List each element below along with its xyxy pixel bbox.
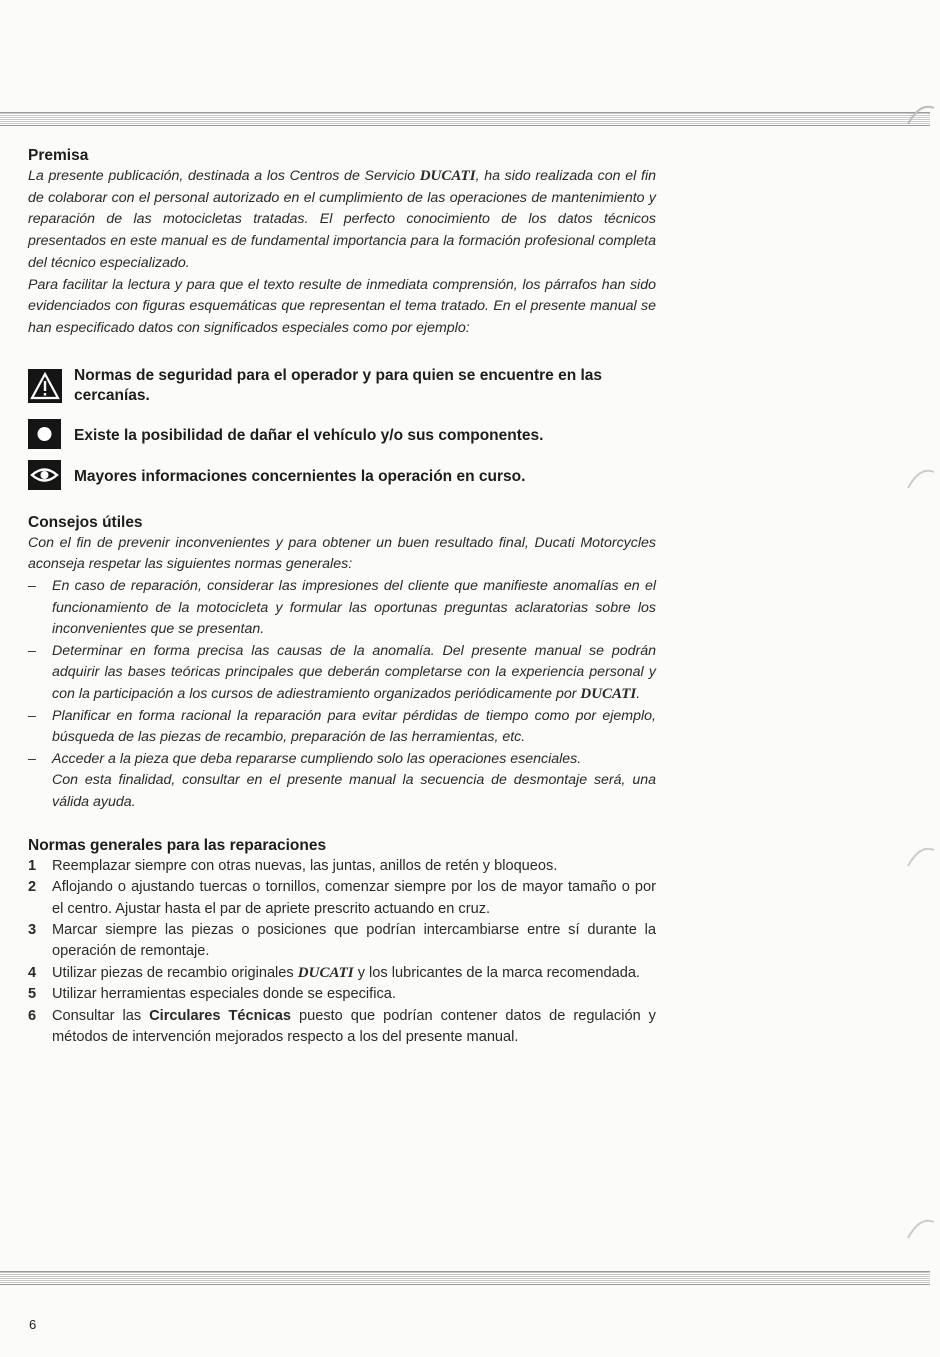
brand-ducati: DUCATI (580, 686, 637, 702)
brand-ducati: DUCATI (419, 168, 476, 184)
consejos-closing: Con esta finalidad, consultar en el presente manual la secuencia de desmontaje será, una válida ayuda. (52, 772, 656, 811)
consejos-heading: Consejos útiles (28, 513, 143, 531)
notice-damage (28, 426, 656, 446)
list-item: – Acceder a la pieza que deba repararse cumpliendo solo las operaciones esenciales. (28, 750, 582, 767)
eye-icon (28, 460, 61, 490)
notice-safety-text: Normas de seguridad para el operador y para quien se encuentre en las cercanías. (74, 366, 603, 404)
premisa-heading: Premisa (28, 147, 89, 164)
list-item: 1 Reemplazar siempre con otras nuevas, las juntas, anillos de retén y bloqueos. (28, 857, 558, 874)
binder-tab-mark (900, 1212, 940, 1240)
notice-info-text: Mayores informaciones concernientes la operación en curso. (74, 467, 526, 485)
list-item: – Planificar en forma racional la reparación para evitar pérdidas de tiempo como por ejemplo, búsqueda de las piezas de recambio, preparación de las herramientas, etc. (28, 707, 656, 746)
list-item: 5 Utilizar herramientas especiales donde se especifica. (28, 986, 396, 1003)
warning-triangle-icon (28, 369, 62, 403)
notice-damage-text: Existe la posibilidad de dañar el vehículo y/o sus componentes. (74, 426, 544, 444)
normas-heading: Normas generales para las reparaciones (28, 836, 327, 854)
normas-section (28, 836, 656, 1049)
binder-tab-mark (900, 98, 940, 126)
notice-safety (28, 366, 656, 406)
list-item: 6 Consultar las Circulares Técnicas puesto que podrían contener datos de regulación y métodos de intervención mejorados respecto a los del presente manual. (28, 1007, 656, 1046)
binder-tab-mark (900, 462, 940, 490)
page-content (28, 146, 656, 1048)
consejos-section (28, 513, 656, 814)
damage-dot-icon (28, 419, 61, 449)
list-item: 3 Marcar siempre las piezas o posiciones que podrían intercambiarse entre sí durante la operación de remontaje. (28, 922, 656, 960)
premisa-paragraph-2: Para facilitar la lectura y para que el texto resulte de inmediata comprensión, los párrafos han sido evidenciados con figuras esquemáticas que representan el tema tratado. En el presente manual se han especificado datos con significados especiales como por ejemplo: (28, 276, 656, 336)
list-item: – En caso de reparación, considerar las impresiones del cliente que manifieste anomalías en el funcionamiento de la motocicleta y formular las oportunas preguntas aclaratorias sobre los inconvenientes que se presentan. (28, 578, 656, 638)
circulares-tecnicas: Circulares Técnicas (149, 1007, 291, 1024)
list-item: 2 Aflojando o ajustando tuercas o tornillos, comenzar siempre por los de mayor tamaño o por el centro. Ajustar hasta el par de apriete prescrito actuando en cruz. (28, 879, 656, 917)
list-item: – Determinar en forma precisa las causas de la anomalía. Del presente manual se podrán adquirir las bases teóricas principales que deberán completarse con la experiencia personal y con la participación a los cursos de adiestramiento organizados periódicamente por DUCATI. (28, 642, 656, 702)
list-item: 4 Utilizar piezas de recambio originales DUCATI y los lubricantes de la marca recomendada. (28, 964, 640, 981)
header-rule (0, 112, 930, 126)
footer-rule (0, 1271, 930, 1285)
notice-info (28, 467, 656, 487)
consejos-intro: Con el fin de prevenir inconvenientes y para obtener un buen resultado final, Ducati Motorcycles aconseja respetar las siguientes normas generales: (28, 534, 656, 573)
premisa-paragraph-1: La presente publicación, destinada a los Centros de Servicio DUCATI, ha sido realizada con el fin de colaborar con el personal autorizado en el cumplimiento de las operaciones de mantenimiento y reparación de las motocicletas tratadas. El perfecto conocimiento de los datos técnicos presentados en este manual es de fundamental importancia para la formación profesional completa del técnico especializado. (28, 168, 656, 271)
consejos-list (28, 576, 656, 770)
page-number: 6 (29, 1317, 37, 1332)
normas-list (28, 856, 656, 1049)
brand-ducati: DUCATI (297, 964, 354, 981)
binder-tab-mark (900, 840, 940, 868)
